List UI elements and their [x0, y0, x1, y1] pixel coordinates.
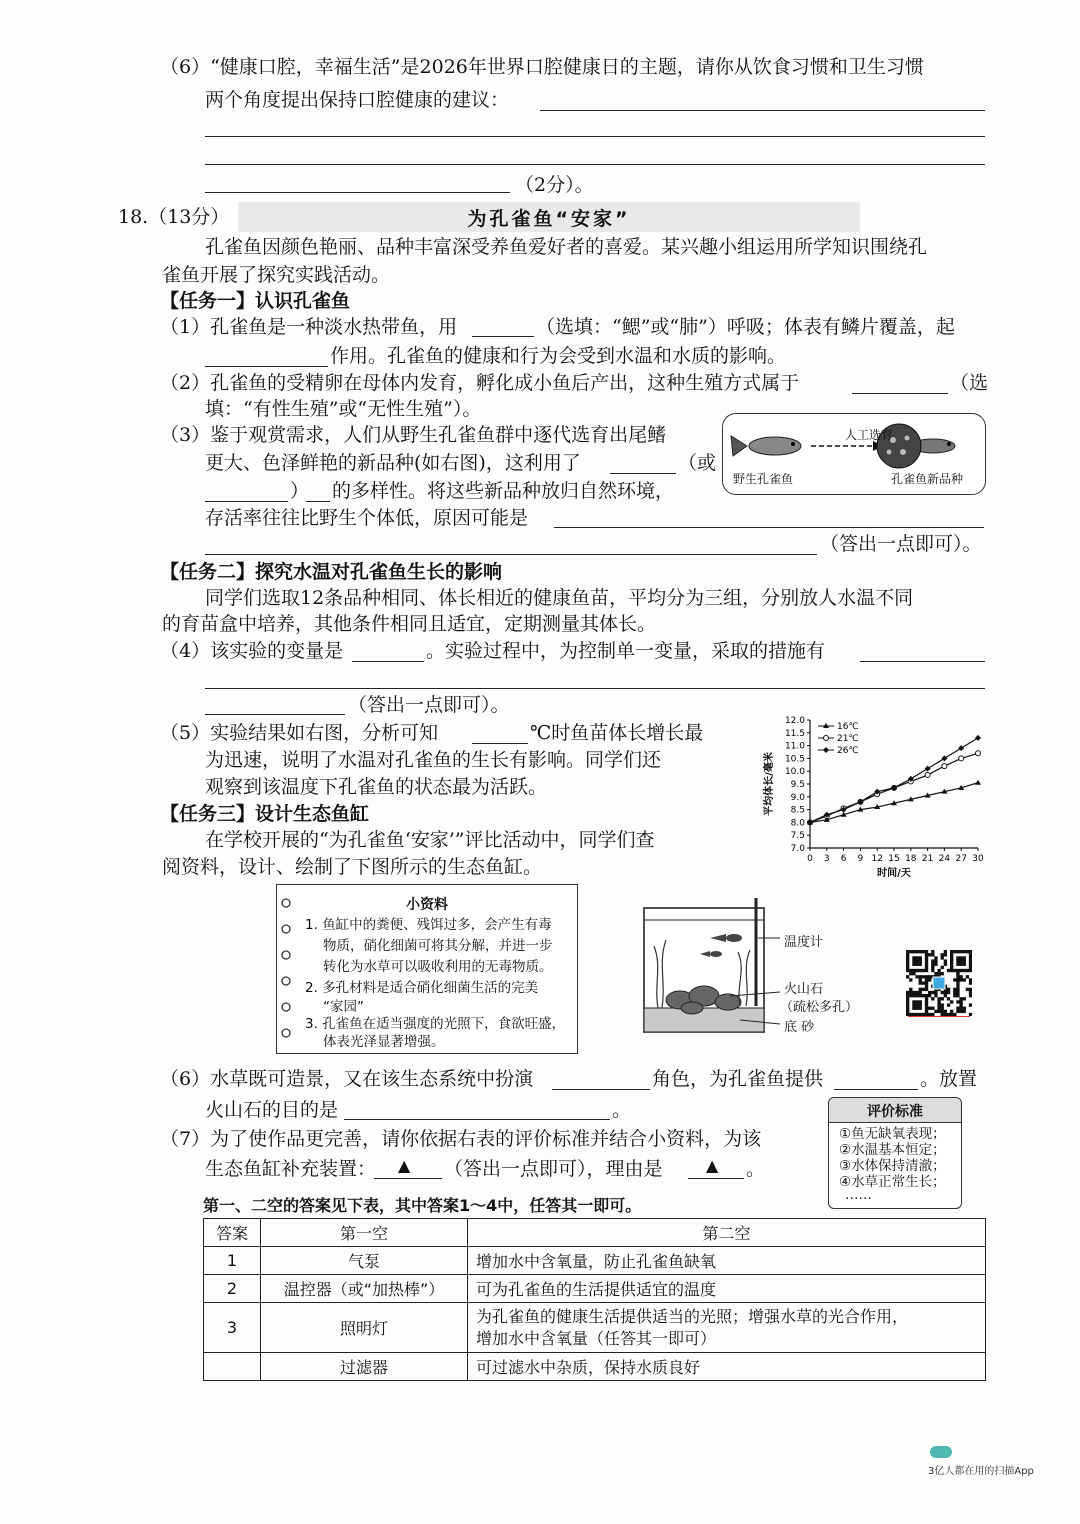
data-point-triangle: [975, 780, 981, 785]
q3-part-b2: （或: [678, 452, 717, 474]
q7-part-b: 生态鱼缸补充装置：: [205, 1158, 377, 1180]
evaluation-item-2: ②水温基本恒定；: [839, 1142, 946, 1158]
x-tick-label: 0: [807, 854, 813, 864]
q4-part-b: 。实验过程中，为控制单一变量，采取的措施有: [426, 640, 826, 662]
row3-second-line1: 为孔雀鱼的健康生活提供适当的光照；增强水草的光合作用，: [476, 1306, 909, 1326]
data-point-circle: [942, 764, 947, 769]
q1-part-a: （1）孔雀鱼是一种淡水热带鱼，用: [160, 316, 458, 338]
q5-part-d: 观察到该温度下孔雀鱼的状态最为活跃。: [205, 776, 548, 798]
volcanic-rock-note: （疏松多孔）: [780, 1000, 859, 1015]
q4-blank-3[interactable]: [205, 688, 985, 689]
fish-figure: [722, 413, 986, 495]
q3-blank-2[interactable]: [205, 501, 288, 502]
q1-blank-1[interactable]: [472, 336, 534, 337]
y-tick-label: 10.5: [784, 754, 805, 765]
y-tick-label: 12.0: [784, 716, 805, 726]
info-item-3b: 体表光泽显著增强。: [323, 1034, 445, 1050]
evaluation-criteria-box: [828, 1097, 962, 1209]
evaluation-item-4: ④水草正常生长；: [839, 1174, 946, 1190]
row4-second: 可过滤水中杂质，保持水质良好: [468, 1353, 986, 1381]
row1-second: 增加水中含氧量，防止孔雀鱼缺氧: [468, 1247, 986, 1275]
y-tick-label: 11.5: [784, 728, 805, 739]
y-tick-label: 9.0: [790, 792, 805, 803]
q7-triangle-1: ▲: [398, 1156, 411, 1175]
evaluation-title: 评价标准: [867, 1104, 923, 1120]
q6-answer-line-3[interactable]: [205, 164, 985, 165]
growth-chart: [760, 712, 990, 884]
q6-eco-blank-3[interactable]: [344, 1119, 610, 1120]
data-point-circle: [959, 756, 964, 761]
q6-line2: 两个角度提出保持口腔健康的建议：: [205, 89, 510, 111]
x-tick-label: 9: [857, 854, 864, 864]
x-axis-label: 时间/天: [877, 868, 911, 879]
info-notepad: [276, 884, 578, 1054]
q3-part-c: ）: [290, 480, 310, 502]
x-tick-label: 6: [840, 854, 847, 864]
thermometer-label: 温度计: [784, 935, 824, 950]
y-axis-label: 平均体长/毫米: [764, 752, 775, 816]
evaluation-item-5: ……: [845, 1187, 872, 1203]
row4-number: [204, 1353, 261, 1381]
q6-answer-line-4[interactable]: [205, 192, 510, 193]
y-tick-label: 11.0: [784, 741, 805, 752]
x-tick-label: 12: [871, 854, 883, 864]
q2-part-a: （2）孔雀鱼的受精卵在母体内发育，孵化成小鱼后产出，这种生殖方式属于: [160, 372, 800, 394]
q18-title: 为孔雀鱼“安家”: [467, 208, 631, 230]
x-tick-label: 21: [921, 854, 934, 864]
data-point-diamond: [958, 745, 964, 751]
row3-second-line2: 增加水中含氧量（任答其一即可）: [476, 1328, 717, 1348]
series-line-26℃: [810, 738, 978, 822]
info-item-1b: 物质，硝化细菌可将其分解，并进一步: [323, 938, 553, 954]
task1-heading: 【任务一】认识孔雀鱼: [160, 290, 351, 312]
arrow-label: 人工选育: [845, 428, 894, 442]
q3-blank-4[interactable]: [554, 527, 984, 528]
q4-blank-2[interactable]: [860, 661, 985, 662]
table-row: [204, 1353, 986, 1381]
legend-marker: [824, 736, 829, 741]
task2-intro-1: 同学们选取12条品种相同、体长相近的健康鱼苗，平均分为三组，分别放人水温不同: [205, 587, 914, 609]
task2-intro-2: 的育苗盒中培养，其他条件相同且适宜，定期测量其体长。: [162, 613, 657, 635]
task3-heading: 【任务三】设计生态鱼缸: [160, 803, 370, 825]
sand-label: 底 砂: [784, 1020, 815, 1035]
q6-eco-blank-2[interactable]: [834, 1089, 918, 1090]
x-tick-label: 18: [905, 854, 917, 864]
q5-part-c: 为迅速，说明了水温对孔雀鱼的生长有影响。同学们还: [205, 749, 662, 771]
table-header-second-blank: 第二空: [468, 1219, 986, 1247]
q6-eco-blank-1[interactable]: [552, 1089, 650, 1090]
row3-first: 照明灯: [261, 1303, 468, 1353]
row3-second: [468, 1303, 986, 1353]
table-row: [204, 1247, 986, 1275]
q6-score: （2分）。: [515, 174, 594, 196]
y-tick-label: 7.0: [790, 844, 805, 854]
q6-eco-part-e: 。: [612, 1099, 632, 1121]
q3-part-c2: 的多样性。将这些新品种放归自然环境，: [332, 480, 675, 502]
q7-part-d: 。: [746, 1158, 766, 1180]
q6-eco-part-c: 。放置: [920, 1068, 978, 1090]
data-point-diamond: [941, 755, 947, 761]
q6-answer-line-1[interactable]: [540, 110, 985, 111]
q2-part-b: （选: [950, 372, 989, 394]
q6-eco-part-b: 角色，为孔雀鱼提供: [652, 1068, 824, 1090]
row4-first: 过滤器: [261, 1353, 468, 1381]
q3-part-b: 更大、色泽鲜艳的新品种(如右图)，这利用了: [205, 452, 581, 474]
data-point-diamond: [925, 766, 931, 772]
table-row: [204, 1303, 986, 1353]
x-tick-label: 15: [888, 854, 900, 864]
q3-blank-1[interactable]: [610, 473, 676, 474]
q1-blank-2[interactable]: [205, 366, 328, 367]
answer-note: 第一、二空的答案见下表，其中答案1～4中，任答其一即可。: [203, 1196, 642, 1215]
info-item-2b: “家园”: [323, 999, 364, 1015]
q6-answer-line-2[interactable]: [205, 136, 985, 137]
x-tick-label: 3: [823, 854, 830, 864]
answer-table: [203, 1218, 986, 1381]
q7-part-a: （7）为了使作品更完善，请你依据右表的评价标准并结合小资料，为该: [160, 1128, 762, 1150]
task2-heading: 【任务二】探究水温对孔雀鱼生长的影响: [160, 561, 503, 583]
q1-part-b: （选填：“鳃”或“肺”）呼吸；体表有鳞片覆盖，起: [536, 316, 955, 338]
table-row: [204, 1275, 986, 1303]
q4-blank-1[interactable]: [352, 661, 424, 662]
q4-blank-4[interactable]: [205, 714, 345, 715]
task3-intro-2: 阅资料，设计、绘制了下图所示的生态鱼缸。: [162, 856, 543, 878]
q4-part-a: （4）该实验的变量是: [160, 640, 344, 662]
x-tick-label: 24: [938, 854, 951, 864]
row2-number: 2: [204, 1275, 261, 1303]
y-tick-label: 7.5: [790, 831, 805, 842]
q3-blank-5[interactable]: [205, 554, 817, 555]
y-tick-label: 8.0: [790, 818, 805, 829]
info-item-1c: 转化为水草可以吸收利用的无毒物质。: [323, 959, 553, 975]
info-item-1a: 1. 鱼缸中的粪便、残饵过多，会产生有毒: [305, 917, 552, 933]
fish-tank-figure: [640, 896, 880, 1036]
q3-part-d: 存活率往往比野生个体低，原因可能是: [205, 507, 529, 529]
evaluation-item-1: ①鱼无缺氧表现；: [839, 1126, 946, 1142]
q5-part-a: （5）实验结果如右图，分析可知: [160, 722, 439, 744]
x-tick-label: 30: [972, 854, 984, 864]
row1-number: 1: [204, 1247, 261, 1275]
scanner-app-text: 3亿人都在用的扫描App: [928, 1466, 1034, 1477]
q18-intro-2: 雀鱼开展了探究实践活动。: [162, 264, 391, 286]
q3-part-e: （答出一点即可）。: [820, 533, 982, 555]
row2-second: 可为孔雀鱼的生活提供适宜的温度: [468, 1275, 986, 1303]
q18-header: 18.（13分）: [118, 206, 230, 228]
q2-blank[interactable]: [852, 393, 948, 394]
row3-number: 3: [204, 1303, 261, 1353]
q5-part-b: ℃时鱼苗体长增长最: [530, 722, 704, 744]
data-point-circle: [925, 773, 930, 778]
legend-label: 16℃: [837, 722, 859, 732]
row2-first: 温控器（或“加热棒”）: [261, 1275, 468, 1303]
row1-first: 气泵: [261, 1247, 468, 1275]
wild-fish-label: 野生孔雀鱼: [733, 472, 794, 486]
fish-tank-illustration: [640, 896, 880, 1036]
scanner-app-logo: [930, 1446, 952, 1458]
qr-caption-decoration: [908, 1016, 970, 1029]
legend-marker: [823, 747, 829, 753]
table-header-first-blank: 第一空: [261, 1219, 468, 1247]
q1-part-c: 作用。孔雀鱼的健康和行为会受到水温和水质的影响。: [330, 345, 787, 367]
legend-label: 26℃: [837, 746, 859, 756]
q6-eco-part-a: （6）水草既可造景，又在该生态系统中扮演: [160, 1068, 534, 1090]
task3-intro-1: 在学校开展的“为孔雀鱼‘安家’”评比活动中，同学们查: [205, 829, 655, 851]
q18-intro-1: 孔雀鱼因颜色艳丽、品种丰富深受养鱼爱好者的喜爱。某兴趣小组运用所学知识围绕孔: [205, 236, 928, 258]
y-tick-label: 10.0: [784, 767, 805, 778]
q7-triangle-2: ▲: [706, 1156, 719, 1175]
table-header-answer: 答案: [204, 1219, 261, 1247]
legend-label: 21℃: [837, 734, 859, 744]
q3-blank-3[interactable]: [306, 501, 330, 502]
q6-eco-part-d: 火山石的目的是: [205, 1099, 339, 1121]
q6-line1: （6）“健康口腔，幸福生活”是2026年世界口腔健康日的主题，请你从饮食习惯和卫生习惯: [160, 56, 924, 78]
data-point-diamond: [975, 735, 981, 741]
new-breed-label: 孔雀鱼新品种: [891, 472, 964, 486]
volcanic-rock-label: 火山石: [784, 982, 824, 997]
q5-blank[interactable]: [472, 743, 528, 744]
evaluation-item-3: ③水体保持清澈；: [839, 1158, 946, 1174]
info-title: 小资料: [406, 897, 448, 913]
q3-part-a: （3）鉴于观赏需求，人们从野生孔雀鱼群中逐代选育出尾鳍: [160, 424, 667, 446]
q2-part-c: 填：“有性生殖”或“无性生殖”）。: [205, 398, 482, 420]
y-tick-label: 8.5: [790, 805, 805, 816]
q4-part-c: （答出一点即可）。: [348, 694, 510, 716]
q7-part-c: （答出一点即可），理由是: [444, 1158, 663, 1180]
qr-code[interactable]: [906, 950, 972, 1016]
y-tick-label: 9.5: [790, 780, 805, 790]
info-item-3a: 3. 孔雀鱼在适当强度的光照下，食欲旺盛，: [305, 1016, 566, 1032]
data-point-circle: [976, 751, 981, 756]
x-tick-label: 27: [955, 854, 967, 864]
info-item-2a: 2. 多孔材料是适合硝化细菌生活的完美: [305, 980, 539, 996]
